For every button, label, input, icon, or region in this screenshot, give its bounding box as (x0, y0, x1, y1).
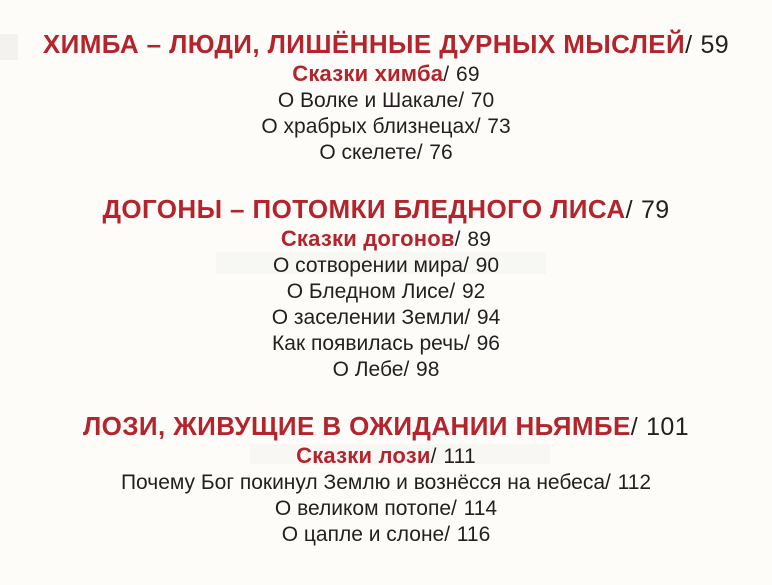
section-subheading (0, 226, 772, 253)
section-heading-title: ЛОЗИ, ЖИВУЩИЕ В ОЖИДАНИИ НЬЯМБЕ (82, 411, 631, 441)
toc-entry-title: О цапле и слоне (281, 523, 445, 546)
toc-entry-title: Как появилась речь (272, 332, 465, 355)
toc-section-dogon (0, 193, 772, 383)
page-separator: / (454, 228, 461, 251)
page-separator: / (443, 63, 450, 86)
page-separator: / (605, 471, 611, 494)
toc-entry-title: О заселении Земли (271, 306, 465, 329)
toc-entry (0, 305, 772, 331)
toc-entry-title: О сотворении мира (272, 254, 464, 277)
page-separator: / (464, 306, 471, 329)
page-number: 89 (467, 228, 492, 251)
page-number: 94 (476, 306, 501, 329)
section-subheading-title: Сказки лози (296, 443, 431, 468)
page-separator: / (449, 280, 456, 303)
page-separator: / (625, 196, 633, 224)
section-heading-title: ХИМБА – ЛЮДИ, ЛИШЁННЫЕ ДУРНЫХ МЫСЛЕЙ (42, 29, 686, 59)
page-separator: / (451, 497, 457, 520)
page-number: 116 (456, 523, 491, 546)
toc-section-himba (0, 28, 772, 166)
page-number: 112 (617, 471, 652, 494)
toc-entry (0, 279, 772, 305)
toc-entry (0, 470, 772, 496)
section-heading (0, 193, 772, 226)
page-separator: / (403, 358, 410, 381)
section-heading-title: ДОГОНЫ – ПОТОМКИ БЛЕДНОГО ЛИСА (102, 194, 626, 224)
page-number: 90 (475, 254, 500, 277)
section-heading (0, 28, 772, 61)
page-separator: / (685, 31, 693, 59)
page-number: 96 (476, 332, 500, 355)
section-subheading (0, 443, 772, 470)
toc-entry (0, 331, 772, 357)
toc-entry-title: О Бледном Лисе (286, 280, 450, 303)
page-separator: / (444, 523, 451, 546)
page-number: 111 (443, 445, 476, 468)
toc-entry-title: О великом потопе (274, 497, 452, 520)
page-number: 79 (640, 196, 670, 224)
section-heading (0, 410, 772, 443)
section-subheading-title: Сказки догонов (280, 226, 455, 251)
toc-entry-title: О Лебе (332, 358, 404, 381)
page-number: 114 (463, 497, 498, 520)
page-number: 73 (487, 115, 511, 138)
page-number: 70 (470, 89, 495, 112)
toc-entry-title: О храбрых близнецах (261, 115, 475, 138)
toc-entry (0, 88, 772, 114)
page-number: 98 (416, 358, 440, 381)
toc-entry-title: О Волке и Шакале (277, 89, 459, 112)
page-separator: / (430, 445, 437, 468)
page-separator: / (630, 413, 639, 441)
toc-entry (0, 114, 772, 140)
page-number: 59 (700, 31, 730, 59)
page-separator: / (416, 141, 423, 164)
page-number: 69 (455, 63, 480, 86)
section-subheading (0, 61, 772, 88)
section-subheading-title: Сказки химба (292, 61, 444, 86)
page-separator: / (474, 115, 481, 138)
toc-entry (0, 140, 772, 166)
toc-entry (0, 522, 772, 548)
toc-entry-title: О скелете (319, 141, 417, 164)
toc-entry (0, 496, 772, 522)
page-number: 92 (461, 280, 486, 303)
toc-entry (0, 253, 772, 279)
page-separator: / (463, 254, 469, 277)
page-separator: / (464, 332, 470, 355)
page-number: 76 (429, 141, 453, 164)
toc-section-lozi (0, 410, 772, 548)
page-separator: / (458, 89, 465, 112)
toc-entry (0, 357, 772, 383)
page-number: 101 (646, 413, 690, 441)
toc-entry-title: Почему Бог покинул Землю и вознёсся на небеса (120, 471, 606, 494)
